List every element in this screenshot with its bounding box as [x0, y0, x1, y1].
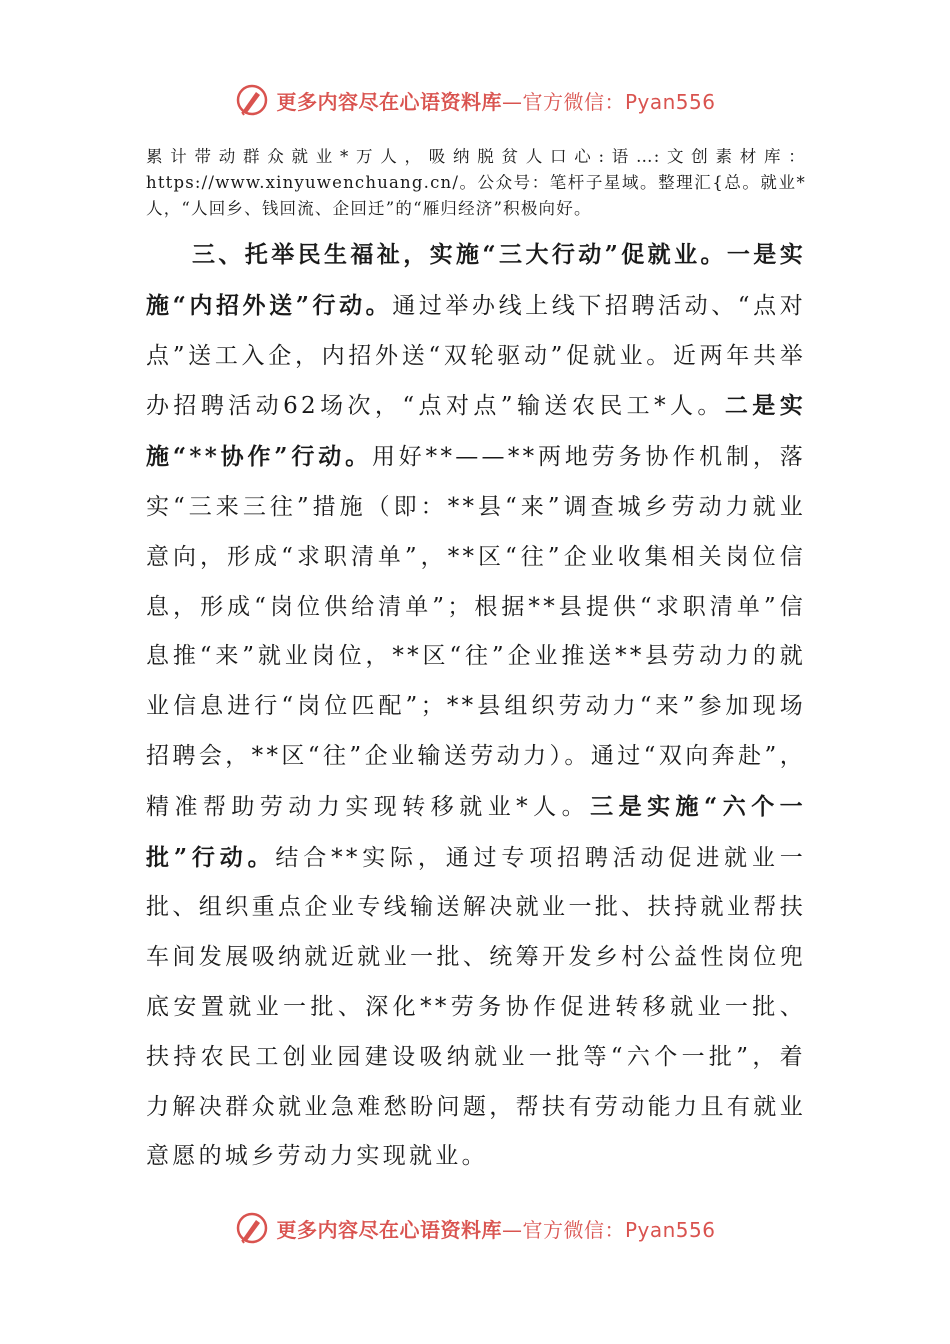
pen-circle-icon: [234, 1210, 270, 1246]
section-heading: 三、托举民生福祉，实施“三大行动”促就业。: [192, 241, 727, 268]
pen-circle-icon: [234, 82, 270, 118]
action-2-text: 用好**——**两地劳务协作机制，落实“三来三往”措施（即：**县“来”调查城乡劳动力就业意向，形成“求职清单”，**区“往”企业收集相关岗位信息，形成“岗位供给清单”；根据**县提供“求职清单”信息推“来”就业岗位，**区“往”企业推送**县劳动力的就业信息进行“岗位匹配”；**县组织劳动力“来”参加现场招聘会，**区“往”企业输送劳动力）。通过“双向奔赴”，精准帮助劳动力实现转移就业*人。: [146, 444, 806, 820]
intro-text: 累计带动群众就业*万人，吸纳脱贫人口心:语…:文创素材库：https://www.xinyuwenchuang.cn/。公众号：笔杆子星域。整理汇{总。就业*人，“人回乡、钱回流、企回迁”的“雁归经济”积极向好。: [146, 147, 806, 218]
section-paragraph: [146, 230, 806, 1182]
action-1-text: 通过举办线上线下招聘活动、“点对点”送工入企，内招外送“双轮驱动”促就业。近两年共举办招聘活动62场次，“点对点”输送农民工*人。: [146, 292, 806, 420]
action-1-lead: 一是实施“内招外送”行动。: [146, 241, 806, 319]
action-3-lead: 三是实施“六个一批”行动。: [146, 792, 806, 871]
intro-paragraph: [146, 144, 806, 222]
banner-text: 更多内容尽在心语资料库—官方微信：Pyan556: [276, 89, 716, 114]
action-3-text: 结合**实际，通过专项招聘活动促进就业一批、组织重点企业专线输送解决就业一批、扶持就业帮扶车间发展吸纳就近就业一批、统筹开发乡村公益性岗位兜底安置就业一批、深化**劳务协作促进转移就业一批、扶持农民工创业园建设吸纳就业一批等“六个一批”，着力解决群众就业急难愁盼问题，帮扶有劳动能力且有就业意愿的城乡劳动力实现就业。: [146, 844, 807, 1170]
section-body: [146, 230, 806, 1182]
header-banner: [0, 82, 950, 118]
action-2-lead: 二是实施“**协作”行动。: [146, 392, 807, 471]
banner-text: 更多内容尽在心语资料库—官方微信：Pyan556: [276, 1217, 716, 1242]
footer-banner: [0, 1210, 950, 1246]
